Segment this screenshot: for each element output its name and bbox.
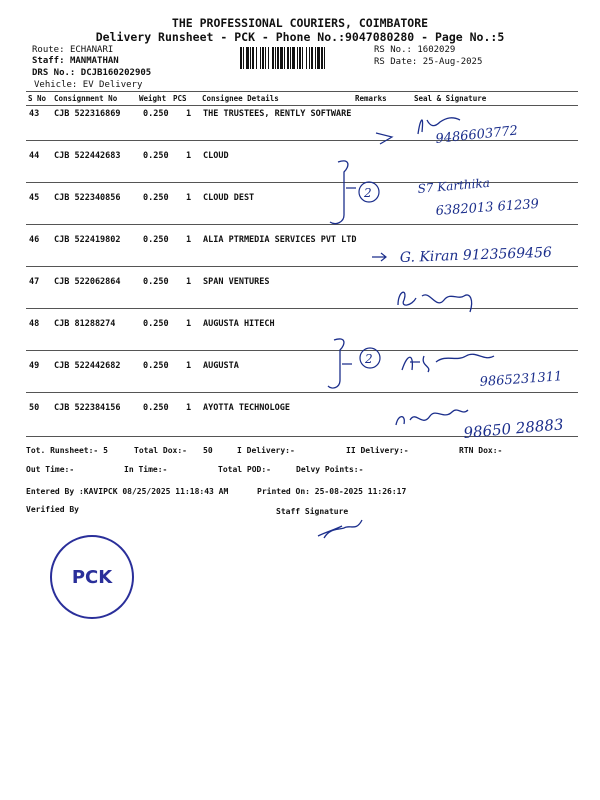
- vehicle-value: EV Delivery: [82, 80, 143, 90]
- signature-scribble: [398, 292, 472, 312]
- barcode: [240, 47, 368, 69]
- vehicle-line: [34, 80, 142, 90]
- entered-by: Entered By :KAVIPCK 08/25/2025 11:18:43 AM: [26, 487, 229, 496]
- signer-46: G. Kiran 9123569456: [399, 244, 553, 266]
- cell-consignee: CLOUD: [203, 151, 229, 161]
- table-top-rule: [26, 91, 578, 92]
- cell-consignment: CJB 522384156: [54, 403, 121, 413]
- barcode-bar: [302, 47, 303, 69]
- barcode-bar: [309, 47, 310, 69]
- barcode-bar: [292, 47, 295, 69]
- pck-stamp: [50, 535, 134, 619]
- barcode-bar: [277, 47, 279, 69]
- rtn-dox: RTN Dox:-: [459, 446, 503, 455]
- barcode-bar: [268, 47, 269, 69]
- row-rule: [26, 392, 578, 393]
- barcode-bar: [243, 47, 244, 69]
- rs-date-line: [374, 57, 482, 67]
- table-bottom-rule: [26, 436, 578, 437]
- route-label: Route:: [32, 45, 65, 55]
- signature-scribble: [396, 410, 468, 425]
- rs-date-value: 25-Aug-2025: [422, 57, 483, 67]
- stamp-text: PCK: [71, 566, 113, 588]
- barcode-bar: [315, 47, 316, 69]
- cell-pcs: 1: [186, 151, 192, 161]
- cell-weight: 0.250: [143, 109, 169, 119]
- cell-consignee: AUGUSTA HITECH: [203, 319, 275, 329]
- out-time: Out Time:-: [26, 465, 75, 474]
- barcode-bar: [252, 47, 254, 69]
- col-pcs: PCS: [173, 94, 187, 103]
- barcode-bar: [246, 47, 249, 69]
- delvy-points: Delvy Points:-: [296, 465, 364, 474]
- cell-weight: 0.250: [143, 235, 169, 245]
- runsheet-subtitle: Delivery Runsheet - PCK - Phone No.:9047080280 - Page No.:5: [95, 30, 505, 44]
- col-consignment: Consignment No: [54, 94, 118, 103]
- cell-consignee: AYOTTA TECHNOLOGE: [203, 403, 290, 413]
- cell-sno: 50: [29, 403, 40, 413]
- phone-49: 9865231311: [479, 369, 563, 390]
- drs-line: [32, 68, 151, 78]
- barcode-bar: [317, 47, 320, 69]
- phone-50: 98650 28883: [462, 415, 565, 442]
- row-rule: [26, 350, 578, 351]
- cell-sno: 45: [29, 193, 40, 203]
- phone-45: 6382013 61239: [435, 196, 540, 219]
- cell-consignment: CJB 522419802: [54, 235, 121, 245]
- row-rule: [26, 182, 578, 183]
- vehicle-label: Vehicle:: [34, 80, 78, 90]
- barcode-bar: [321, 47, 323, 69]
- cell-weight: 0.250: [143, 361, 169, 371]
- staff-signature-label: Staff Signature: [276, 507, 349, 516]
- barcode-bar: [324, 47, 325, 69]
- verified-by: Verified By: [26, 505, 79, 514]
- count-circle: [359, 182, 379, 202]
- cell-consignment: CJB 522316869: [54, 109, 121, 119]
- company-title: THE PROFESSIONAL COURIERS, COIMBATORE: [171, 16, 429, 30]
- cell-weight: 0.250: [143, 193, 169, 203]
- cell-sno: 48: [29, 319, 40, 329]
- rs-no-line: [374, 45, 455, 55]
- col-sno: S No: [28, 94, 47, 103]
- barcode-bar: [287, 47, 289, 69]
- route-line: [32, 45, 113, 55]
- tot-runsheet: Tot. Runsheet:- 5: [26, 446, 108, 455]
- row-rule: [26, 308, 578, 309]
- row-rule: [26, 224, 578, 225]
- row-rule: [26, 140, 578, 141]
- rs-no-label: RS No.:: [374, 45, 412, 55]
- cell-weight: 0.250: [143, 403, 169, 413]
- i-delivery: I Delivery:-: [237, 446, 295, 455]
- arrow-mark: [376, 133, 392, 144]
- table-header-rule: [26, 105, 578, 106]
- signer-45: S7 Karthika: [417, 175, 491, 196]
- col-seal-signature: Seal & Signature: [414, 94, 487, 103]
- cell-consignment: CJB 522442682: [54, 361, 121, 371]
- cell-pcs: 1: [186, 109, 192, 119]
- row-rule: [26, 266, 578, 267]
- cell-weight: 0.250: [143, 151, 169, 161]
- cell-consignment: CJB 522442683: [54, 151, 121, 161]
- barcode-bar: [280, 47, 283, 69]
- count-2: 2: [365, 352, 373, 366]
- cell-pcs: 1: [186, 277, 192, 287]
- staff-signature-scribble: [318, 520, 362, 538]
- ii-delivery: II Delivery:-: [346, 446, 409, 455]
- arrow-mark: [372, 253, 386, 261]
- count-2: 2: [364, 186, 372, 200]
- barcode-bar: [265, 47, 266, 69]
- in-time: In Time:-: [124, 465, 168, 474]
- signature-scribble: [402, 354, 494, 372]
- barcode-bar: [256, 47, 257, 69]
- cell-consignee: THE TRUSTEES, RENTLY SOFTWARE: [203, 109, 352, 119]
- bracket-mark: [328, 339, 352, 388]
- route-value: ECHANARI: [69, 45, 114, 55]
- cell-weight: 0.250: [143, 319, 169, 329]
- col-consignee: Consignee Details: [202, 94, 279, 103]
- total-dox-value: 50: [203, 446, 213, 455]
- cell-consignee: CLOUD DEST: [203, 193, 255, 203]
- barcode-bar: [262, 47, 264, 69]
- cell-pcs: 1: [186, 403, 192, 413]
- barcode-bar: [297, 47, 298, 69]
- cell-consignee: ALIA PTRMEDIA SERVICES PVT LTD: [203, 235, 357, 245]
- bracket-mark: [330, 161, 356, 224]
- count-circle: [360, 348, 380, 368]
- cell-consignee: SPAN VENTURES: [203, 277, 270, 287]
- cell-consignment: CJB 81288274: [54, 319, 116, 329]
- cell-consignee: AUGUSTA: [203, 361, 239, 371]
- cell-sno: 46: [29, 235, 40, 245]
- col-remarks: Remarks: [355, 94, 387, 103]
- cell-pcs: 1: [186, 193, 192, 203]
- staff-value: MANMATHAN: [69, 56, 119, 66]
- barcode-bar: [260, 47, 261, 69]
- cell-pcs: 1: [186, 361, 192, 371]
- col-weight: Weight: [139, 94, 167, 103]
- staff-label: Staff:: [32, 56, 65, 66]
- cell-weight: 0.250: [143, 277, 169, 287]
- cell-sno: 47: [29, 277, 40, 287]
- barcode-bar: [306, 47, 307, 69]
- cell-sno: 43: [29, 109, 40, 119]
- barcode-bar: [272, 47, 274, 69]
- rs-no-value: 1602029: [417, 45, 456, 55]
- staff-line: [32, 56, 119, 66]
- total-dox-label: Total Dox:-: [134, 446, 187, 455]
- barcode-bar: [299, 47, 301, 69]
- rs-date-label: RS Date:: [374, 57, 418, 67]
- phone-43: 9486603772: [434, 123, 519, 147]
- barcode-bar: [290, 47, 291, 69]
- drs-label: DRS No.:: [32, 68, 76, 78]
- cell-consignment: CJB 522062864: [54, 277, 121, 287]
- cell-sno: 49: [29, 361, 40, 371]
- barcode-bar: [250, 47, 251, 69]
- cell-consignment: CJB 522340856: [54, 193, 121, 203]
- cell-pcs: 1: [186, 235, 192, 245]
- signature-scribble: [418, 118, 460, 134]
- barcode-bar: [240, 47, 242, 69]
- barcode-bar: [275, 47, 276, 69]
- drs-value: DCJB160202905: [80, 68, 152, 78]
- printed-on: Printed On: 25-08-2025 11:26:17: [257, 487, 407, 496]
- cell-pcs: 1: [186, 319, 192, 329]
- barcode-bar: [311, 47, 313, 69]
- total-pod: Total POD:-: [218, 465, 271, 474]
- cell-sno: 44: [29, 151, 40, 161]
- barcode-bar: [284, 47, 285, 69]
